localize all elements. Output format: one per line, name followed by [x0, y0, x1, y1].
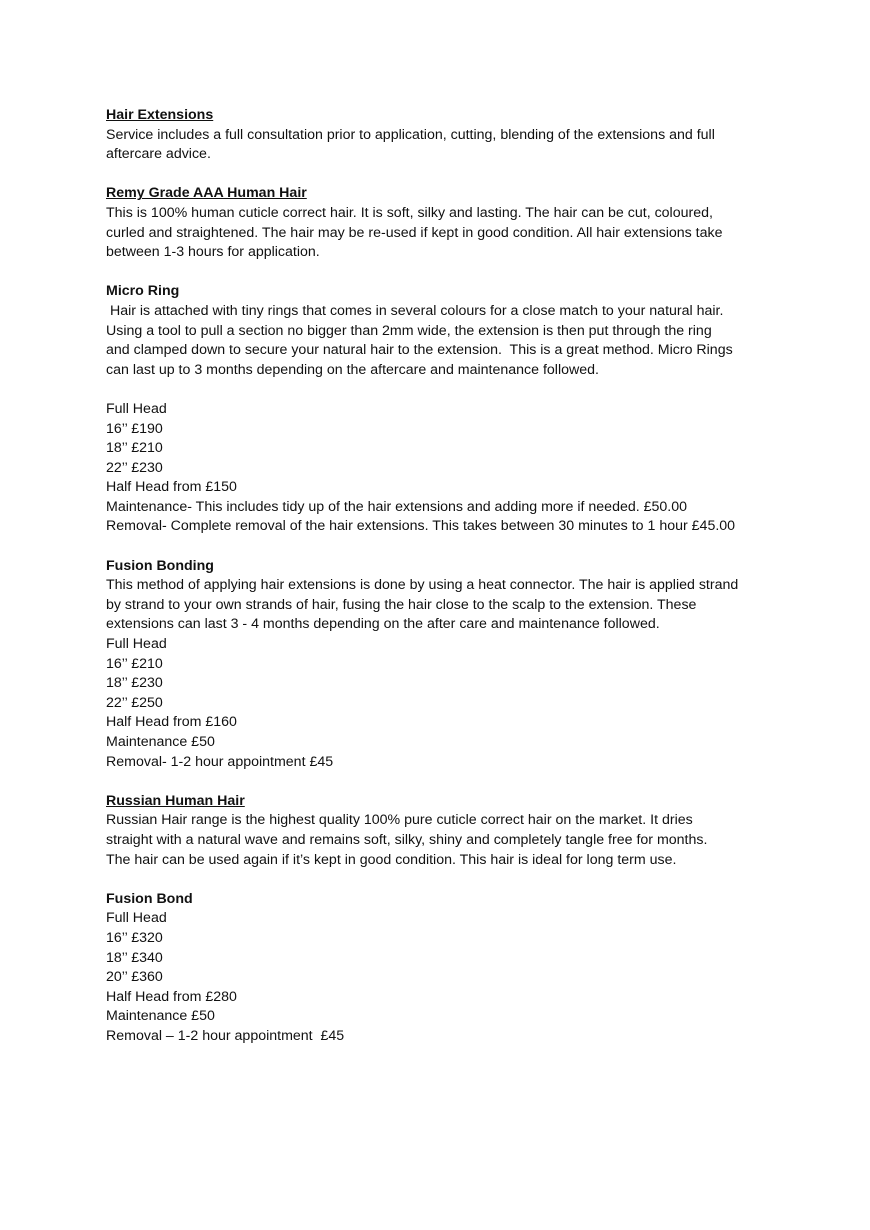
spacer	[106, 380, 806, 400]
section-heading: Russian Human Hair	[106, 792, 245, 809]
price-line: 20’’ £360	[106, 969, 163, 986]
paragraph-line: Service includes a full consultation prior to application, cutting, blending of the extensions and full	[106, 126, 715, 143]
price-line: Full Head	[106, 400, 167, 417]
paragraph-line: can last up to 3 months depending on the aftercare and maintenance followed.	[106, 361, 599, 378]
paragraph-line: curled and straightened. The hair may be re-used if kept in good condition. All hair extensions take	[106, 224, 723, 241]
section-russian-hair	[106, 792, 806, 870]
price-line: Removal- 1-2 hour appointment £45	[106, 753, 334, 770]
section-heading: Micro Ring	[106, 283, 180, 300]
spacer	[106, 537, 806, 557]
spacer	[106, 870, 806, 890]
section-fusion-bonding	[106, 557, 806, 773]
price-line: 22’’ £230	[106, 459, 163, 476]
section-micro-ring	[106, 282, 806, 537]
price-line: Removal- Complete removal of the hair extensions. This takes between 30 minutes to 1 hour £45.00	[106, 518, 736, 535]
spacer	[106, 772, 806, 792]
section-remy	[106, 184, 806, 262]
price-line: Full Head	[106, 910, 167, 927]
price-line: 16’’ £210	[106, 655, 163, 672]
price-line: 18’’ £230	[106, 675, 163, 692]
price-line: 22’’ £250	[106, 694, 163, 711]
paragraph-line: by strand to your own strands of hair, fusing the hair close to the scalp to the extension. These	[106, 596, 697, 613]
paragraph-line: straight with a natural wave and remains soft, silky, shiny and completely tangle free for months.	[106, 831, 708, 848]
price-line: Removal – 1-2 hour appointment £45	[106, 1027, 345, 1044]
price-line: 18’’ £210	[106, 440, 163, 457]
price-line: 16’’ £320	[106, 929, 163, 946]
paragraph-line: Hair is attached with tiny rings that comes in several colours for a close match to your natural hair.	[106, 302, 724, 319]
price-line: Maintenance £50	[106, 1008, 215, 1025]
section-heading: Fusion Bonding	[106, 557, 214, 574]
price-line: Half Head from £150	[106, 479, 237, 496]
document-body	[106, 106, 806, 1047]
price-line: Full Head	[106, 636, 167, 653]
section-fusion-bond	[106, 890, 806, 1047]
paragraph-line: Using a tool to pull a section no bigger than 2mm wide, the extension is then put through the ring	[106, 322, 712, 339]
paragraph-line: extensions can last 3 - 4 months depending on the after care and maintenance followed.	[106, 616, 660, 633]
paragraph-line: Russian Hair range is the highest quality 100% pure cuticle correct hair on the market. It dries	[106, 812, 693, 829]
price-line: Half Head from £280	[106, 988, 237, 1005]
section-heading: Remy Grade AAA Human Hair	[106, 185, 307, 202]
paragraph-line: This method of applying hair extensions is done by using a heat connector. The hair is applied strand	[106, 577, 739, 594]
paragraph-line: between 1-3 hours for application.	[106, 244, 320, 261]
paragraph-line: and clamped down to secure your natural hair to the extension. This is a great method. Micro Rings	[106, 342, 733, 359]
paragraph-line: This is 100% human cuticle correct hair. It is soft, silky and lasting. The hair can be cut, coloured,	[106, 204, 713, 221]
spacer	[106, 165, 806, 185]
spacer	[106, 263, 806, 283]
price-line: Maintenance £50	[106, 734, 215, 750]
price-line: 16’’ £190	[106, 420, 163, 437]
price-line: 18’’ £340	[106, 949, 163, 966]
section-hair-extensions	[106, 106, 806, 165]
price-line: Half Head from £160	[106, 714, 237, 731]
price-line: Maintenance- This includes tidy up of the hair extensions and adding more if needed. £50.00	[106, 498, 688, 515]
section-heading: Hair Extensions	[106, 107, 214, 123]
section-heading: Fusion Bond	[106, 890, 193, 907]
paragraph-line: aftercare advice.	[106, 146, 211, 163]
paragraph-line: The hair can be used again if it’s kept in good condition. This hair is ideal for long term use.	[106, 851, 677, 868]
